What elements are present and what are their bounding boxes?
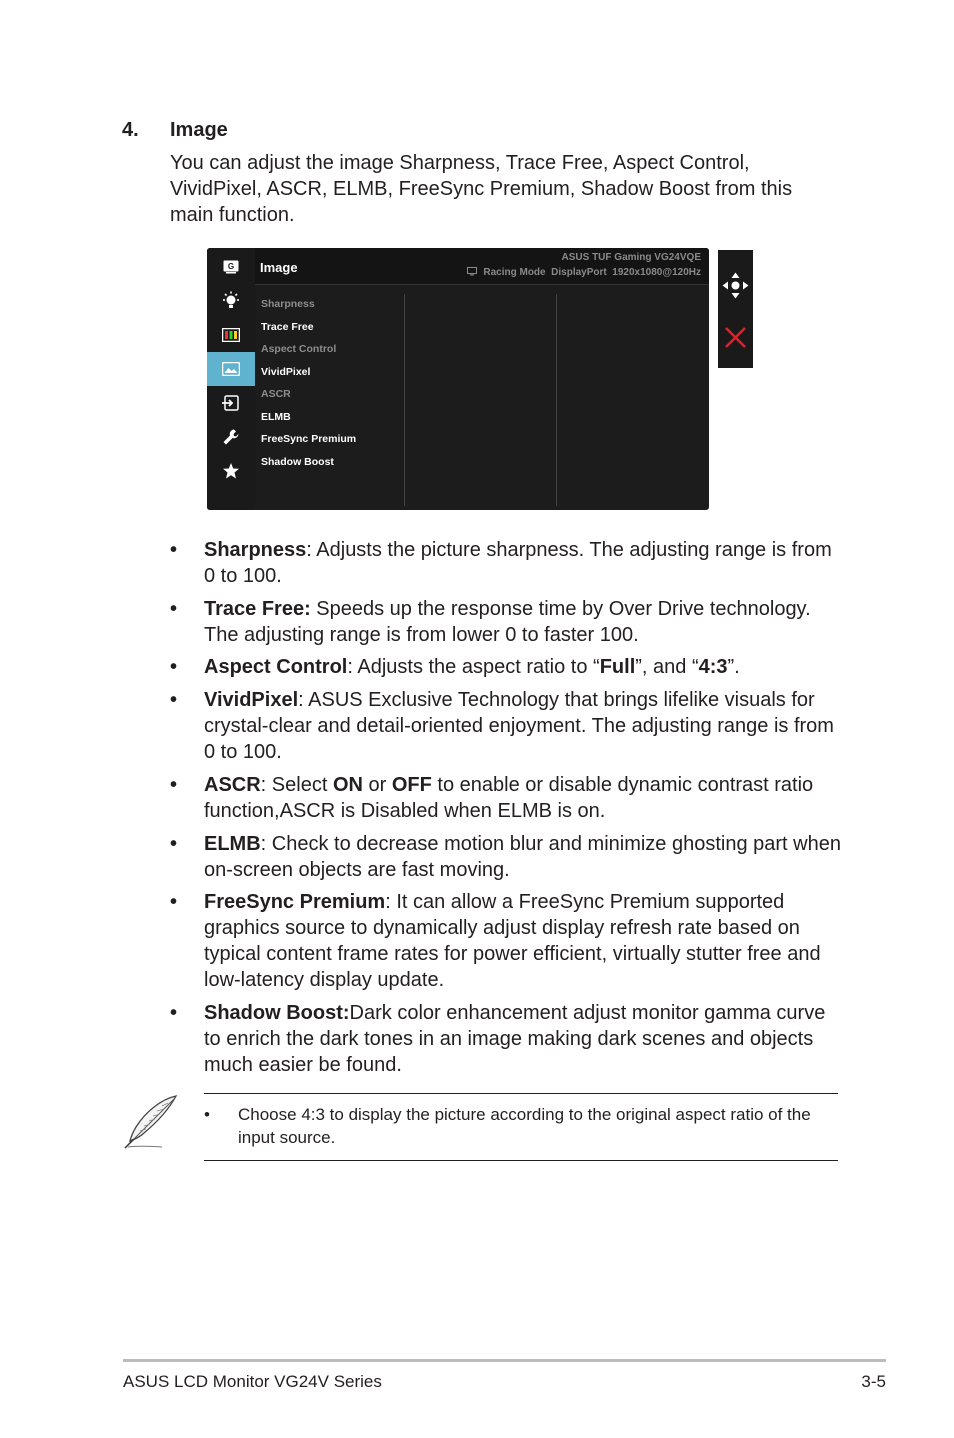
- osd-item-ascr[interactable]: ASCR: [261, 388, 291, 400]
- note-top-rule: [204, 1093, 838, 1094]
- brightness-icon[interactable]: [207, 284, 255, 318]
- osd-info: [467, 267, 701, 279]
- section-intro: You can adjust the image Sharpness, Trace Free, Aspect Control, VividPixel, ASCR, ELMB, FreeSync Premium, Shadow Boost from this main function.: [170, 152, 793, 226]
- bullet-marker: •: [170, 656, 178, 678]
- close-icon[interactable]: [724, 326, 747, 354]
- footer-rule: [123, 1359, 886, 1362]
- bullet-term: FreeSync Premium: [204, 891, 386, 913]
- osd-item-vividpixel[interactable]: VividPixel: [261, 365, 311, 378]
- bullet-marker: •: [170, 833, 178, 855]
- bullet-marker: •: [170, 774, 178, 796]
- osd-model: ASUS TUF Gaming VG24VQE: [561, 252, 701, 263]
- bullet-text: Dark color enhancement adjust monitor gamma curve to enrich the dark tones in an image making dark scenes and objects much easier be found.: [204, 1002, 826, 1076]
- monitor-icon: [467, 267, 477, 279]
- bullet-term: Sharpness: [204, 539, 307, 561]
- image-icon[interactable]: [207, 352, 255, 386]
- osd-header: [255, 248, 709, 285]
- osd-column-divider: [404, 294, 405, 506]
- osd-info-text: Racing Mode DisplayPort 1920x1080@120Hz: [483, 267, 701, 278]
- note-text: Choose 4:3 to display the picture according to the original aspect ratio of the input source.: [238, 1105, 811, 1147]
- note-bullet: •: [204, 1105, 210, 1124]
- bullet-term: ASCR: [204, 774, 261, 796]
- bullet-vividpixel: • VividPixel: ASUS Exclusive Technology that brings lifelike visuals for crystal-clear and detail-oriented enjoyment. The adjusting range is from 0 to 100.: [170, 689, 834, 763]
- bullet-term: Aspect Control: [204, 656, 348, 678]
- bullet-marker: •: [170, 891, 178, 913]
- section-title: Image: [170, 119, 228, 141]
- navigate-icon[interactable]: [722, 272, 749, 304]
- footer-title: ASUS LCD Monitor VG24V Series: [123, 1372, 382, 1391]
- osd-control-panel: [718, 250, 753, 368]
- bullet-term: Trace Free:: [204, 598, 311, 620]
- bullet-ascr: • ASCR: Select ON or OFF to enable or disable dynamic contrast ratio function,ASCR is Disabled when ELMB is on.: [170, 774, 814, 822]
- bullet-sharpness: • Sharpness: Adjusts the picture sharpness. The adjusting range is from 0 to 100.: [170, 539, 832, 587]
- bullet-aspect-control: • Aspect Control: Adjusts the aspect ratio to “Full”, and “4:3”.: [170, 656, 740, 678]
- bullet-text: Adjusts the picture sharpness. The adjusting range is from 0 to 100.: [204, 539, 832, 587]
- feather-pen-icon: [122, 1093, 180, 1156]
- osd-menu-list: [261, 298, 356, 478]
- osd-column-divider: [556, 294, 557, 506]
- gaming-icon[interactable]: [207, 250, 255, 284]
- osd-item-sharpness[interactable]: Sharpness: [261, 298, 315, 310]
- osd-item-shadow-boost[interactable]: Shadow Boost: [261, 455, 334, 468]
- osd-title: Image: [260, 260, 298, 275]
- bullet-term: VividPixel: [204, 689, 299, 711]
- bullet-marker: •: [170, 689, 178, 711]
- bullet-term: ELMB: [204, 833, 261, 855]
- bullet-text: Speeds up the response time by Over Drive technology. The adjusting range is from lower 0 to faster 100.: [204, 598, 811, 646]
- bullet-marker: •: [170, 598, 178, 620]
- note-bottom-rule: [204, 1160, 838, 1161]
- osd-sidebar: [207, 248, 255, 510]
- bullet-shadow-boost: [170, 1000, 840, 1078]
- bullet-marker: •: [170, 539, 178, 561]
- color-icon[interactable]: [207, 318, 255, 352]
- bullet-freesync-premium: • FreeSync Premium: It can allow a FreeSync Premium supported graphics source to dynamically adjust display refresh rate based on typical content frame rates for power efficient, virtually stutter free and low-latency display update.: [170, 891, 821, 991]
- bullet-trace-free: [170, 596, 840, 648]
- myfavorite-icon[interactable]: [207, 454, 255, 488]
- page-number: 3-5: [861, 1372, 886, 1391]
- bullet-marker: •: [170, 1002, 178, 1024]
- section-number: 4.: [122, 119, 139, 141]
- bullet-text: ASUS Exclusive Technology that brings lifelike visuals for crystal-clear and detail-oriented enjoyment. The adjusting range is from 0 to 100.: [204, 689, 834, 763]
- osd-item-freesync-premium[interactable]: FreeSync Premium: [261, 433, 357, 445]
- bullet-text: It can allow a FreeSync Premium supported graphics source to dynamically adjust display refresh rate based on typical content frame rates for power efficient, virtually stutter free and low-latency display update.: [204, 891, 821, 991]
- osd-item-elmb[interactable]: ELMB: [261, 410, 291, 423]
- bullet-elmb: • ELMB: Check to decrease motion blur and minimize ghosting part when on-screen objects are fast moving.: [170, 833, 841, 881]
- bullet-text: Check to decrease motion blur and minimize ghosting part when on-screen objects are fast moving.: [204, 833, 841, 881]
- system-setup-icon[interactable]: [207, 420, 255, 454]
- input-select-icon[interactable]: [207, 386, 255, 420]
- svg-text:G: G: [227, 262, 235, 271]
- osd-item-aspect-control[interactable]: Aspect Control: [261, 343, 337, 355]
- bullet-term: Shadow Boost:: [204, 1002, 350, 1024]
- osd-item-trace-free[interactable]: Trace Free: [261, 320, 314, 333]
- osd-menu: [207, 248, 709, 510]
